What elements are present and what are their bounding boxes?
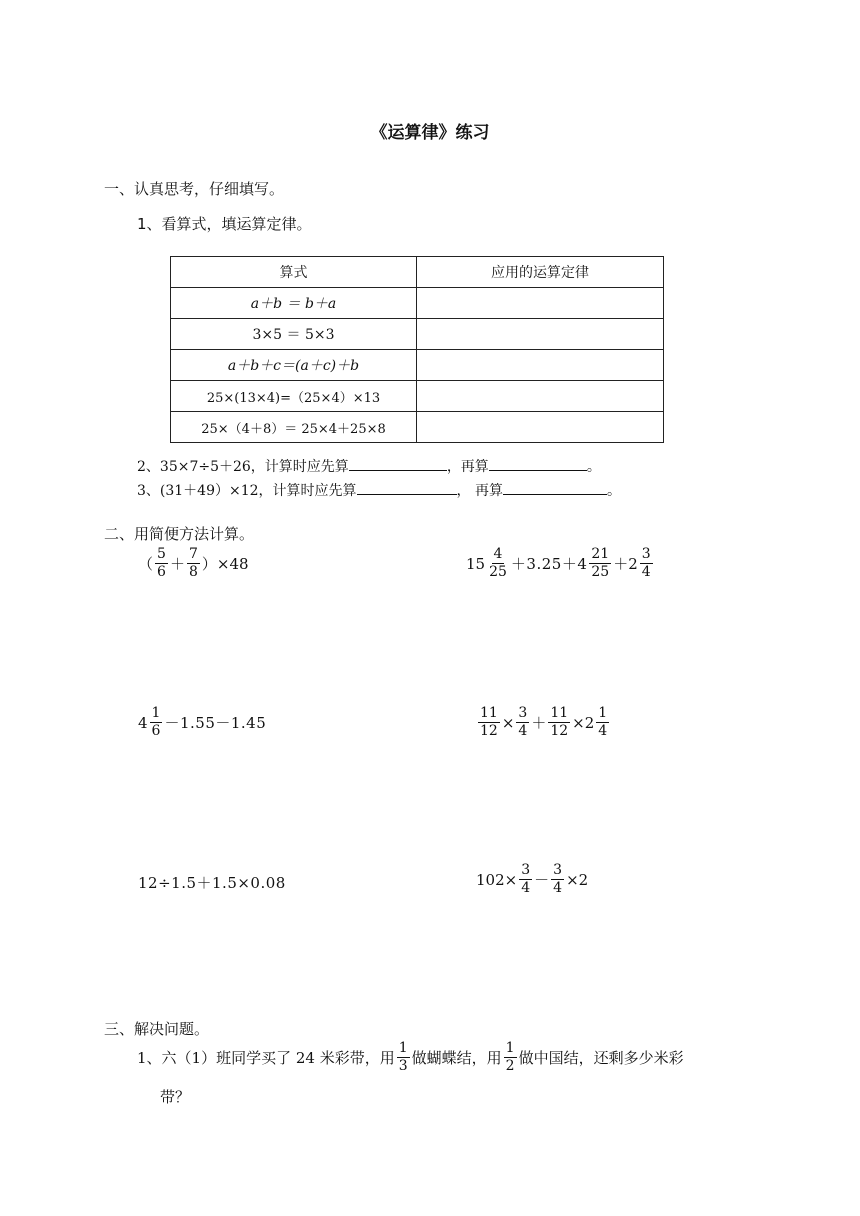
fraction: $\frac{21}{25}$: [591, 546, 610, 580]
fraction: $\frac{1}{2}$: [505, 1040, 515, 1074]
table-cell-expression: a＋b ＝ b＋a: [171, 288, 417, 319]
question-1-2: [137, 456, 601, 476]
table-row: [171, 319, 664, 350]
fraction: $\frac{1}{3}$: [398, 1040, 408, 1074]
fraction: $\frac{1}{4}$: [598, 705, 608, 739]
fraction: $\frac{1}{6}$: [151, 705, 161, 739]
question-1-2-text: 2、35×7÷5＋26，计算时应先算: [137, 459, 349, 475]
fraction: $\frac{11}{12}$: [550, 705, 569, 739]
word-problem-1-continuation: 带？: [160, 1088, 191, 1106]
answer-blank[interactable]: [357, 480, 457, 495]
fraction: $\frac{3}{4}$: [521, 862, 531, 896]
question-1-3-end: 。: [607, 483, 621, 499]
table-header-law: 应用的运算定律: [417, 257, 664, 288]
expression-middle: ＋3.25＋4: [510, 555, 588, 573]
word-problem-1: [137, 1040, 684, 1075]
fraction: $\frac{3}{4}$: [518, 705, 528, 739]
table-cell-law-answer[interactable]: [417, 412, 664, 443]
word-problem-text: 做蝴蝶结，用: [411, 1049, 502, 1067]
table-row: [171, 412, 664, 443]
word-problem-text: 做中国结，还剩多少米彩: [518, 1049, 684, 1067]
operator: ＋2: [613, 555, 638, 573]
operator: ＋: [169, 555, 185, 573]
fraction: $\frac{3}{4}$: [641, 546, 651, 580]
question-1-2-then: ，再算: [446, 459, 489, 475]
word-problem-text: 1、六（1）班同学买了 24 米彩带，用: [137, 1049, 395, 1067]
table-cell-law-answer[interactable]: [417, 350, 664, 381]
problem-4: [476, 705, 611, 740]
table-cell-expression: a＋b＋c＝(a＋c)＋b: [171, 350, 417, 381]
operation-law-table: [170, 256, 664, 443]
whole-number: 4: [138, 713, 148, 732]
question-1-3-then: ， 再算: [456, 483, 503, 499]
operator: ×2: [572, 713, 595, 732]
expression-rest: －1.55－1.45: [164, 714, 267, 732]
question-1-2-end: 。: [586, 459, 601, 475]
table-row: [171, 350, 664, 381]
table-cell-expression: 25×（4＋8）＝ 25×4＋25×8: [171, 412, 417, 443]
question-1-3: [137, 480, 621, 500]
fraction: $\frac{11}{12}$: [480, 705, 498, 739]
section2-heading: 二、用简便方法计算。: [104, 525, 255, 543]
page-title: 《运算律》练习: [370, 123, 490, 143]
section1-heading: 一、认真思考，仔细填写。: [104, 180, 285, 198]
fraction: $\frac{4}{25}$: [489, 546, 507, 580]
fraction: $\frac{7}{8}$: [188, 546, 198, 580]
expression-end: ×2: [566, 870, 589, 889]
fraction: $\frac{3}{4}$: [553, 862, 563, 896]
problem-1: [138, 546, 249, 581]
problem-2: [466, 546, 655, 581]
paren-open: （: [138, 555, 154, 573]
problem-3: [138, 705, 266, 740]
table-header-expression: 算式: [171, 257, 417, 288]
table-cell-law-answer[interactable]: [417, 288, 664, 319]
answer-blank[interactable]: [489, 456, 587, 471]
section3-heading: 三、解决问题。: [104, 1020, 210, 1038]
question-1-1: 1、看算式，填运算定律。: [137, 215, 312, 233]
table-cell-expression: 3×5 ＝ 5×3: [171, 319, 417, 350]
table-cell-law-answer[interactable]: [417, 319, 664, 350]
answer-blank[interactable]: [503, 480, 607, 495]
operator: ×: [501, 713, 515, 732]
question-1-3-text: 3、(31＋49）×12，计算时应先算: [137, 483, 357, 499]
table-cell-expression: 25×(13×4)=（25×4）×13: [171, 381, 417, 412]
paren-close: ）×48: [201, 555, 249, 573]
whole-number: 15: [466, 554, 486, 573]
operator: ＋: [531, 714, 547, 732]
problem-6: [476, 862, 588, 897]
expression-start: 102×: [476, 870, 518, 889]
table-header-row: [171, 257, 664, 288]
table-cell-law-answer[interactable]: [417, 381, 664, 412]
problem-5: 12÷1.5＋1.5×0.08: [138, 874, 286, 892]
operator: －: [534, 871, 550, 889]
table-row: [171, 381, 664, 412]
answer-blank[interactable]: [349, 456, 447, 471]
fraction: $\frac{5}{6}$: [157, 546, 166, 580]
table-row: [171, 288, 664, 319]
